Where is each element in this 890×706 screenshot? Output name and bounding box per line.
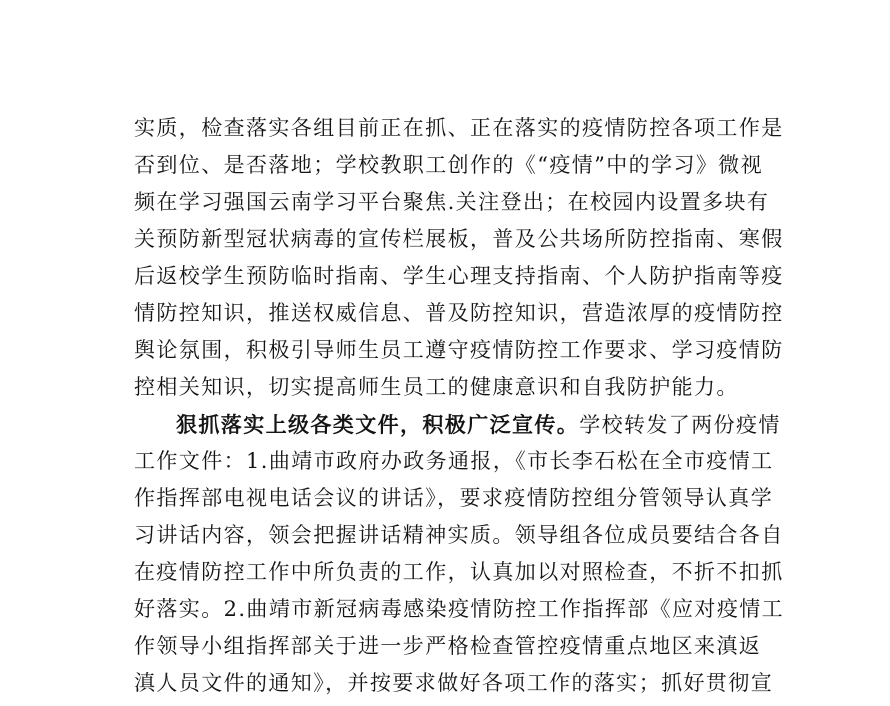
- paragraph-line: 习讲话内容，领会把握讲话精神实质。领导组各位成员要结合各自: [134, 523, 784, 547]
- paragraph-line: 否到位、是否落地；学校教职工创作的《“疫情”中的学习》微视: [134, 153, 764, 177]
- paragraph-line: 作领导小组指挥部关于进一步严格检查管控疫情重点地区来滇返: [134, 634, 762, 658]
- paragraph-line: 舆论氛围，积极引导师生员工遵守疫情防控工作要求、学习疫情防: [134, 338, 784, 362]
- paragraph-first-line-rest: 学校转发了两份疫情: [579, 413, 781, 437]
- paragraph-first-line: [134, 406, 784, 443]
- paragraph-line: 作指挥部电视电话会议的讲话》，要求疫情防控组分管领导认真学: [134, 486, 774, 510]
- paragraph-line: 滇人员文件的通知》，并按要求做好各项工作的落实；抓好贯彻宣: [134, 671, 774, 695]
- paragraph-line: 在疫情防控工作中所负责的工作，认真加以对照检查，不折不扣抓: [134, 560, 784, 584]
- paragraph-line: 后返校学生预防临时指南、学生心理支持指南、个人防护指南等疫: [134, 264, 784, 288]
- paragraph-line: 好落实。2.曲靖市新冠病毒感染疫情防控工作指挥部《应对疫情工: [134, 597, 785, 621]
- paragraph-line: 频在学习强国云南学习平台聚焦.关注登出；在校园内设置多块有: [134, 190, 770, 214]
- paragraph-line: 实质，检查落实各组目前正在抓、正在落实的疫情防控各项工作是: [134, 116, 784, 140]
- document-body: [134, 110, 784, 702]
- paragraph-line: 工作文件：1.曲靖市政府办政务通报，《市长李石松在全市疫情工: [134, 449, 774, 473]
- paragraph-line: 控相关知识，切实提高师生员工的健康意识和自我防护能力。: [134, 375, 739, 399]
- paragraph-line: 关预防新型冠状病毒的宣传栏展板，普及公共场所防控指南、寒假: [134, 227, 784, 251]
- paragraph-line: 情防控知识，推送权威信息、普及防控知识，营造浓厚的疫情防控: [134, 301, 784, 325]
- paragraph-heading: 狠抓落实上级各类文件，积极广泛宣传。: [176, 412, 580, 437]
